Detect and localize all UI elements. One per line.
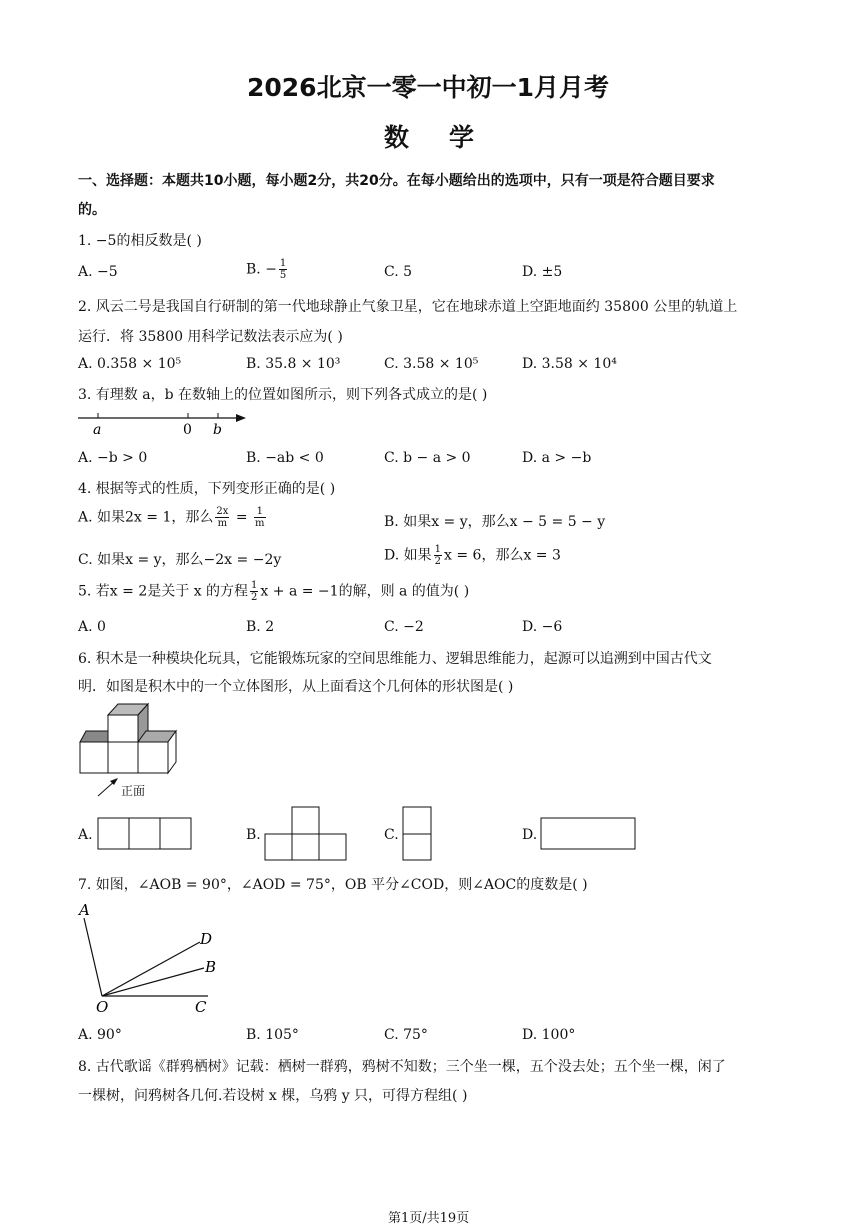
section-instructions-line2: 的。 — [78, 202, 106, 218]
ray-oa — [84, 918, 102, 996]
q6-option-c-figure — [402, 806, 434, 862]
q2-stem-line1: 2. 风云二号是我国自行研制的第一代地球静止气象卫星，它在地球赤道上空距地面约 35800 公里的轨道上 — [78, 299, 738, 315]
number-line-arrow — [236, 414, 246, 422]
q7-option-b: B. 105° — [246, 1027, 299, 1043]
label-a: a — [93, 422, 102, 438]
q3-option-d: D. a > −b — [522, 450, 592, 466]
q4-option-b: B. 如果x = y，那么x − 5 = 5 − y — [384, 514, 606, 530]
q1-stem: 1. −5的相反数是( ) — [78, 233, 202, 249]
ray-od — [102, 942, 200, 996]
q8-stem-line2: 一棵树，问鸦树各几何.若设树 x 棵，乌鸦 y 只，可得方程组( ) — [78, 1088, 468, 1104]
q6-option-a-figure — [97, 817, 195, 851]
q2-option-c: C. 3.58 × 10⁵ — [384, 356, 479, 372]
q4-option-d: D. 如果 $\frac{1}{2}$ x = 6，那么x = 3 — [384, 544, 561, 567]
q5-option-c: C. −2 — [384, 619, 424, 635]
q5-option-a: A. 0 — [78, 619, 106, 635]
label-b: b — [213, 422, 222, 438]
q8-stem-line1: 8. 古代歌谣《群鸦栖树》记载：栖树一群鸦，鸦树不知数；三个坐一棵，五个没去处；五个坐一棵，闲了 — [78, 1059, 726, 1075]
q1-option-d: D. ±5 — [522, 264, 563, 280]
q1-option-a: A. −5 — [78, 264, 118, 280]
q7-stem: 7. 如图，∠AOB = 90°，∠AOD = 75°，OB 平分∠COD，则∠AOC的度数是( ) — [78, 877, 588, 893]
q6-option-a-label: A. — [78, 827, 93, 843]
subject-title: 数学 — [384, 123, 515, 152]
q5-option-d: D. −6 — [522, 619, 563, 635]
q4-option-a: A. 如果2x = 1，那么 $\frac{2x}{m}$ = $\frac{1}{m}$ — [78, 506, 265, 529]
q3-option-a: A. −b > 0 — [78, 450, 148, 466]
q3-option-c: C. b − a > 0 — [384, 450, 471, 466]
q2-option-a: A. 0.358 × 10⁵ — [78, 356, 182, 372]
q2-stem-line2: 运行．将 35800 用科学记数法表示应为( ) — [78, 329, 343, 345]
label-point-b: B — [205, 958, 217, 976]
q6-option-d-figure — [540, 817, 638, 851]
section-instructions-line1: 一、选择题：本题共10小题，每小题2分，共20分。在每小题给出的选项中，只有一项是符合题目要求 — [78, 173, 715, 189]
q6-stem-line1: 6. 积木是一种模块化玩具，它能锻炼玩家的空间思维能力、逻辑思维能力，起源可以追溯到中国古代文 — [78, 651, 712, 667]
label-point-c: C — [195, 998, 207, 1016]
q2-option-b: B. 35.8 × 10³ — [246, 356, 341, 372]
q2-option-d: D. 3.58 × 10⁴ — [522, 356, 617, 372]
q6-option-b-figure — [264, 806, 348, 862]
q6-option-d-label: D. — [522, 827, 538, 843]
q1-option-b: B. − $\frac{1}{5}$ — [246, 258, 287, 281]
label-point-o: O — [96, 998, 109, 1016]
q4-option-c: C. 如果x = y，那么−2x = −2y — [78, 552, 282, 568]
number-line-figure — [76, 408, 252, 440]
q7-option-c: C. 75° — [384, 1027, 428, 1043]
q4-stem: 4. 根据等式的性质，下列变形正确的是( ) — [78, 481, 336, 497]
front-view-label: 正面 — [121, 784, 146, 798]
angle-figure — [74, 900, 244, 1018]
page-title: 2026北京一零一中初一1月月考 — [247, 73, 609, 102]
q6-option-b-label: B. — [246, 827, 261, 843]
q7-option-a: A. 90° — [78, 1027, 122, 1043]
q1-option-c: C. 5 — [384, 264, 413, 280]
q3-option-b: B. −ab < 0 — [246, 450, 324, 466]
label-point-d: D — [200, 930, 213, 948]
q7-option-d: D. 100° — [522, 1027, 576, 1043]
q5-option-b: B. 2 — [246, 619, 275, 635]
label-point-a: A — [79, 901, 90, 919]
q3-stem: 3. 有理数 a，b 在数轴上的位置如图所示，则下列各式成立的是( ) — [78, 387, 488, 403]
q5-stem: 5. 若x = 2是关于 x 的方程 $\frac{1}{2}$ x + a = −1的解，则 a 的值为( ) — [78, 580, 470, 603]
ray-ob — [102, 968, 204, 996]
label-0: 0 — [183, 422, 192, 438]
page-number: 第1页/共19页 — [388, 1211, 470, 1226]
q6-stem-line2: 明．如图是积木中的一个立体图形，从上面看这个几何体的形状图是( ) — [78, 679, 514, 695]
q6-option-c-label: C. — [384, 827, 399, 843]
